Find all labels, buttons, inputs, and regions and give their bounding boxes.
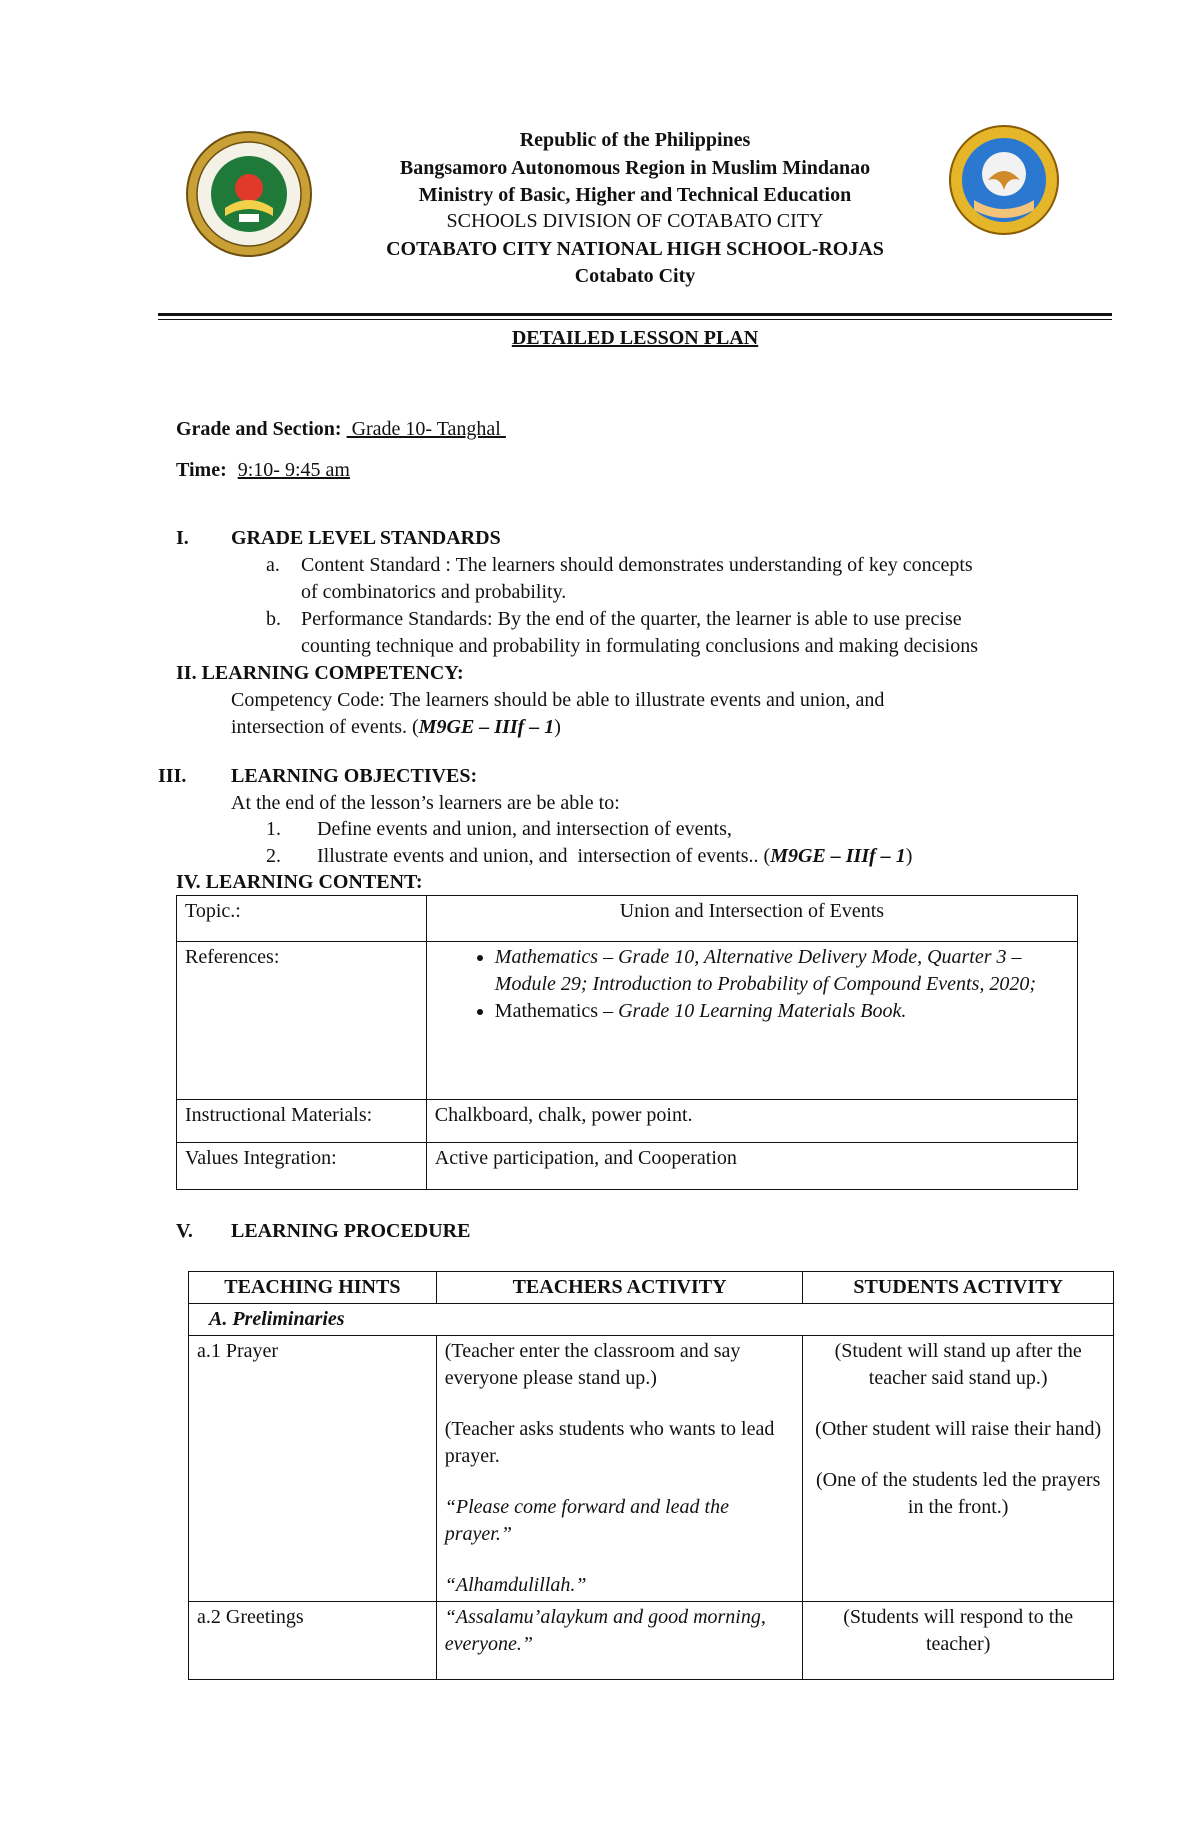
performance-standard-line2: counting technique and probability in formulating conclusions and making decisions <box>301 635 979 657</box>
table-row <box>177 1143 1078 1190</box>
prayer-student-2: (Other student will raise their hand) <box>815 1418 1102 1440</box>
competency-line2-text: intersection of events. ( <box>231 716 419 738</box>
competency-line1: Competency Code: The learners should be able to illustrate events and union, and <box>231 689 885 711</box>
table-row <box>189 1336 1114 1602</box>
grade-value: Grade 10- Tanghal <box>346 418 506 440</box>
competency-code: M9GE – IIIf – 1 <box>418 716 555 738</box>
performance-standard-line1: Performance Standards: By the end of the quarter, the learner is able to use precise <box>301 608 962 630</box>
content-standard-line1: Content Standard : The learners should demonstrates understanding of key concepts <box>301 554 973 576</box>
prayer-student-cell <box>803 1336 1114 1602</box>
values-label: Values Integration: <box>177 1143 427 1190</box>
prayer-teacher-3: “Please come forward and lead the prayer.” <box>444 1496 729 1545</box>
reference-item-2-title: Grade 10 Learning Materials Book. <box>618 1000 907 1022</box>
prayer-teacher-cell <box>436 1336 803 1602</box>
objective2-code: M9GE – IIIf – 1 <box>770 845 906 867</box>
preliminaries-subheader: A. Preliminaries <box>189 1304 1114 1336</box>
reference-item-1: • Mathematics – Grade 10, Alternative Delivery Mode, Quarter 3 – Module 29; Introduction to Probability of Compound Events, 2020; <box>495 944 1069 998</box>
header-division: SCHOOLS DIVISION OF COTABATO CITY <box>446 210 824 232</box>
references-label: References: <box>177 942 427 1100</box>
header-city: Cotabato City <box>574 265 696 287</box>
table-row <box>189 1602 1114 1680</box>
topic-value: Union and Intersection of Events <box>426 896 1077 942</box>
content-standard-line2: of combinatorics and probability. <box>301 581 567 603</box>
section2-title: II. LEARNING COMPETENCY: <box>176 662 464 684</box>
section1-b-marker: b. <box>266 608 281 630</box>
time-value: 9:10- 9:45 am <box>237 459 350 481</box>
section3-title: LEARNING OBJECTIVES: <box>231 765 478 787</box>
objective1-text: Define events and union, and intersection of events, <box>317 818 732 840</box>
competency-line2 <box>231 714 561 741</box>
table-row <box>177 1100 1078 1143</box>
objective2-line <box>317 843 912 870</box>
header-school-name: COTABATO CITY NATIONAL HIGH SCHOOL-ROJAS <box>386 238 884 260</box>
grade-label: Grade and Section: <box>176 418 342 440</box>
objective2-marker: 2. <box>266 845 281 867</box>
objective2-text: Illustrate events and union, and intersection of events.. ( <box>317 845 771 867</box>
objectives-intro: At the end of the lesson’s learners are be able to: <box>231 792 620 814</box>
greetings-teacher: “Assalamu’alaykum and good morning, everyone.” <box>436 1602 803 1680</box>
prayer-teacher-1: (Teacher enter the classroom and say everyone please stand up.) <box>444 1340 741 1389</box>
materials-label: Instructional Materials: <box>177 1100 427 1143</box>
values-value: Active participation, and Cooperation <box>426 1143 1077 1190</box>
greetings-hint: a.2 Greetings <box>189 1602 437 1680</box>
topic-label: Topic.: <box>177 896 427 942</box>
reference-item-2-prefix: Mathematics – <box>494 1000 619 1022</box>
section5-number: V. <box>176 1220 193 1242</box>
header-divider-thick <box>158 313 1112 316</box>
materials-value: Chalkboard, chalk, power point. <box>426 1100 1077 1143</box>
header-divider-thin <box>158 319 1112 320</box>
table-row <box>177 896 1078 942</box>
reference-item-2 <box>495 998 1069 1025</box>
prayer-student-3: (One of the students led the prayers in the front.) <box>816 1469 1101 1518</box>
header-ministry: Ministry of Basic, Higher and Technical Education <box>418 184 852 206</box>
page-title: DETAILED LESSON PLAN <box>511 327 759 349</box>
prayer-teacher-4: “Alhamdulillah.” <box>444 1574 587 1596</box>
section1-number: I. <box>176 527 189 549</box>
competency-line2-close: ) <box>554 716 561 738</box>
section5-title: LEARNING PROCEDURE <box>231 1220 471 1242</box>
header-students-activity: STUDENTS ACTIVITY <box>803 1272 1114 1304</box>
table-subheader-row <box>189 1304 1114 1336</box>
section1-title: GRADE LEVEL STANDARDS <box>231 527 501 549</box>
table-header-row <box>189 1272 1114 1304</box>
time-line <box>176 457 350 484</box>
header-teachers-activity: TEACHERS ACTIVITY <box>436 1272 803 1304</box>
section1-a-marker: a. <box>266 554 280 576</box>
time-label: Time: <box>176 459 227 481</box>
header-teaching-hints: TEACHING HINTS <box>189 1272 437 1304</box>
prayer-student-1: (Student will stand up after the teacher said stand up.) <box>834 1340 1082 1389</box>
header-region: Bangsamoro Autonomous Region in Muslim Mindanao <box>399 157 871 179</box>
table-row <box>177 942 1078 1100</box>
greetings-student: (Students will respond to the teacher) <box>803 1602 1114 1680</box>
objective1-marker: 1. <box>266 818 281 840</box>
grade-section-line <box>176 416 506 443</box>
references-list <box>435 944 1069 1025</box>
section4-title: IV. LEARNING CONTENT: <box>176 871 423 893</box>
references-cell <box>426 942 1077 1100</box>
section3-number: III. <box>158 765 187 787</box>
learning-procedure-table <box>188 1271 1114 1680</box>
prayer-teacher-2: (Teacher asks students who wants to lead prayer. <box>444 1418 775 1467</box>
learning-content-table <box>176 895 1078 1190</box>
header-republic: Republic of the Philippines <box>519 129 751 151</box>
prayer-hint: a.1 Prayer <box>189 1336 437 1602</box>
objective2-close: ) <box>905 845 913 867</box>
